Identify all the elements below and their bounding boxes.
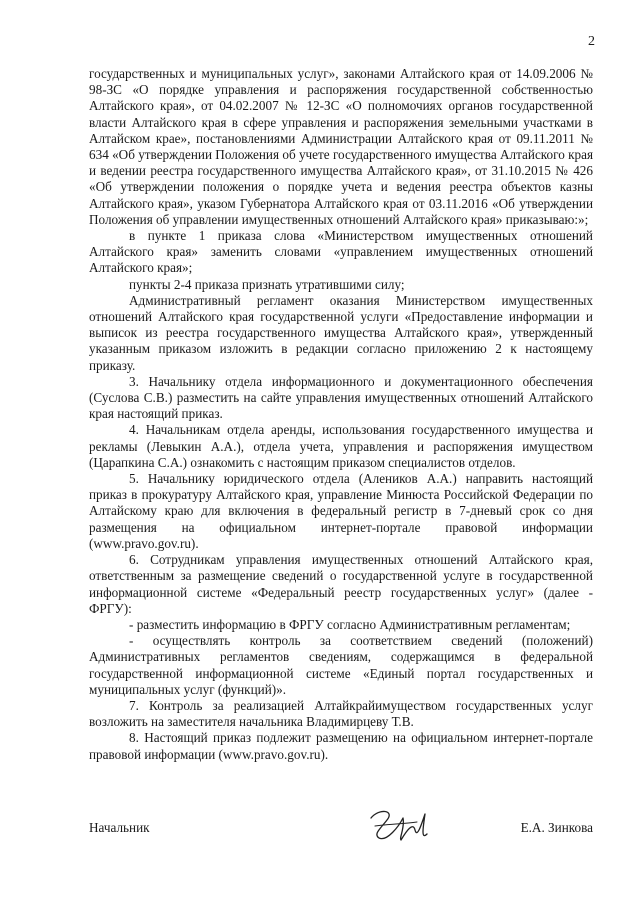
paragraph-item-4: 4. Начальникам отдела аренды, использования государственного имущества и рекламы (Левыкин А.А.), отдела учета, управления и распоряжения имуществом (Царапкина С.А.) ознакомить с настоящим приказом специалистов отделов. (89, 422, 593, 470)
paragraph-legal-basis: государственных и муниципальных услуг», законами Алтайского края от 14.09.2006 № 98-ЗС «О порядке управления и распоряжения государственной собственностью Алтайского края», от 04.02.2007 № 12-ЗС «О полномочиях органов государственной власти Алтайского края в сфере управления и распоряжения земельными участками в Алтайском крае», постановлениями Администрации Алтайского края от 09.11.2011 № 634 «Об утверждении Положения об учете государственного имущества Алтайского края и ведении реестра государственного имущества Алтайского края», от 31.10.2015 № 426 «Об утверждении положения о порядке учета и ведения реестра объектов казны Алтайского края», указом Губернатора Алтайского края от 03.11.2016 «Об утверждении Положения об управлении имущественных отношений Алтайского края» приказываю:»; (89, 66, 594, 227)
signatory-title: Начальник (89, 820, 150, 835)
list-item-control-compliance: - осуществлять контроль за соответствием сведений (положений) Административных регламентов сведениям, содержащимся в федеральной государственной информационной системе «Единый портал государственных и муниципальных услуг (функций)». (89, 633, 593, 697)
paragraph-item-7: 7. Контроль за реализацией Алтайкрайимуществом государственных услуг возложить на заместителя начальника Владимирцеву Т.В. (89, 697, 593, 730)
list-item-publish-frgu: - разместить информацию в ФРГУ согласно Административным регламентам; (129, 616, 571, 632)
paragraph-item-3: 3. Начальнику отдела информационного и документационного обеспечения (Суслова С.В.) разместить на сайте управления имущественных отношений Алтайского края настоящий приказ. (89, 373, 593, 422)
paragraph-item-5: 5. Начальнику юридического отдела (Алеников А.А.) направить настоящий приказ в прокуратуру Алтайского края, управление Минюста Российской Федерации по Алтайскому краю для включения в федеральный регистр в 7-дневый срок со дня размещения на официальном интернет-портале правовой информации (www.pravo.gov.ru). (89, 471, 593, 551)
page-number: 2 (588, 34, 595, 49)
document-body (89, 66, 593, 763)
paragraph-regulation: Административный регламент оказания Министерством имущественных отношений Алтайского края государственной услуги «Предоставление информации и выписок из реестра государственного имущества Алтайского края», утвержденный указанным приказом изложить в редакции согласно приложению 2 к настоящему приказу. (89, 292, 593, 373)
paragraph-clause-1-amendment: в пункте 1 приказа слова «Министерством имущественных отношений Алтайского края» заменить словами «управлением имущественных отношений Алтайского края»; (89, 228, 593, 276)
signatory-name: Е.А. Зинкова (520, 820, 593, 835)
paragraph-clauses-2-4-void: пункты 2-4 приказа признать утратившими силу; (129, 276, 405, 292)
paragraph-item-6: 6. Сотрудникам управления имущественных отношений Алтайского края, ответственным за размещение сведений о государственной услуге в государственной информационной системе «Федеральный реестр государственных услуг» (далее - ФРГУ): (89, 552, 593, 616)
paragraph-item-8: 8. Настоящий приказ подлежит размещению на официальном интернет-портале правовой информации (www.pravo.gov.ru). (89, 730, 593, 762)
signature-block (89, 816, 593, 856)
handwritten-signature (365, 804, 437, 844)
